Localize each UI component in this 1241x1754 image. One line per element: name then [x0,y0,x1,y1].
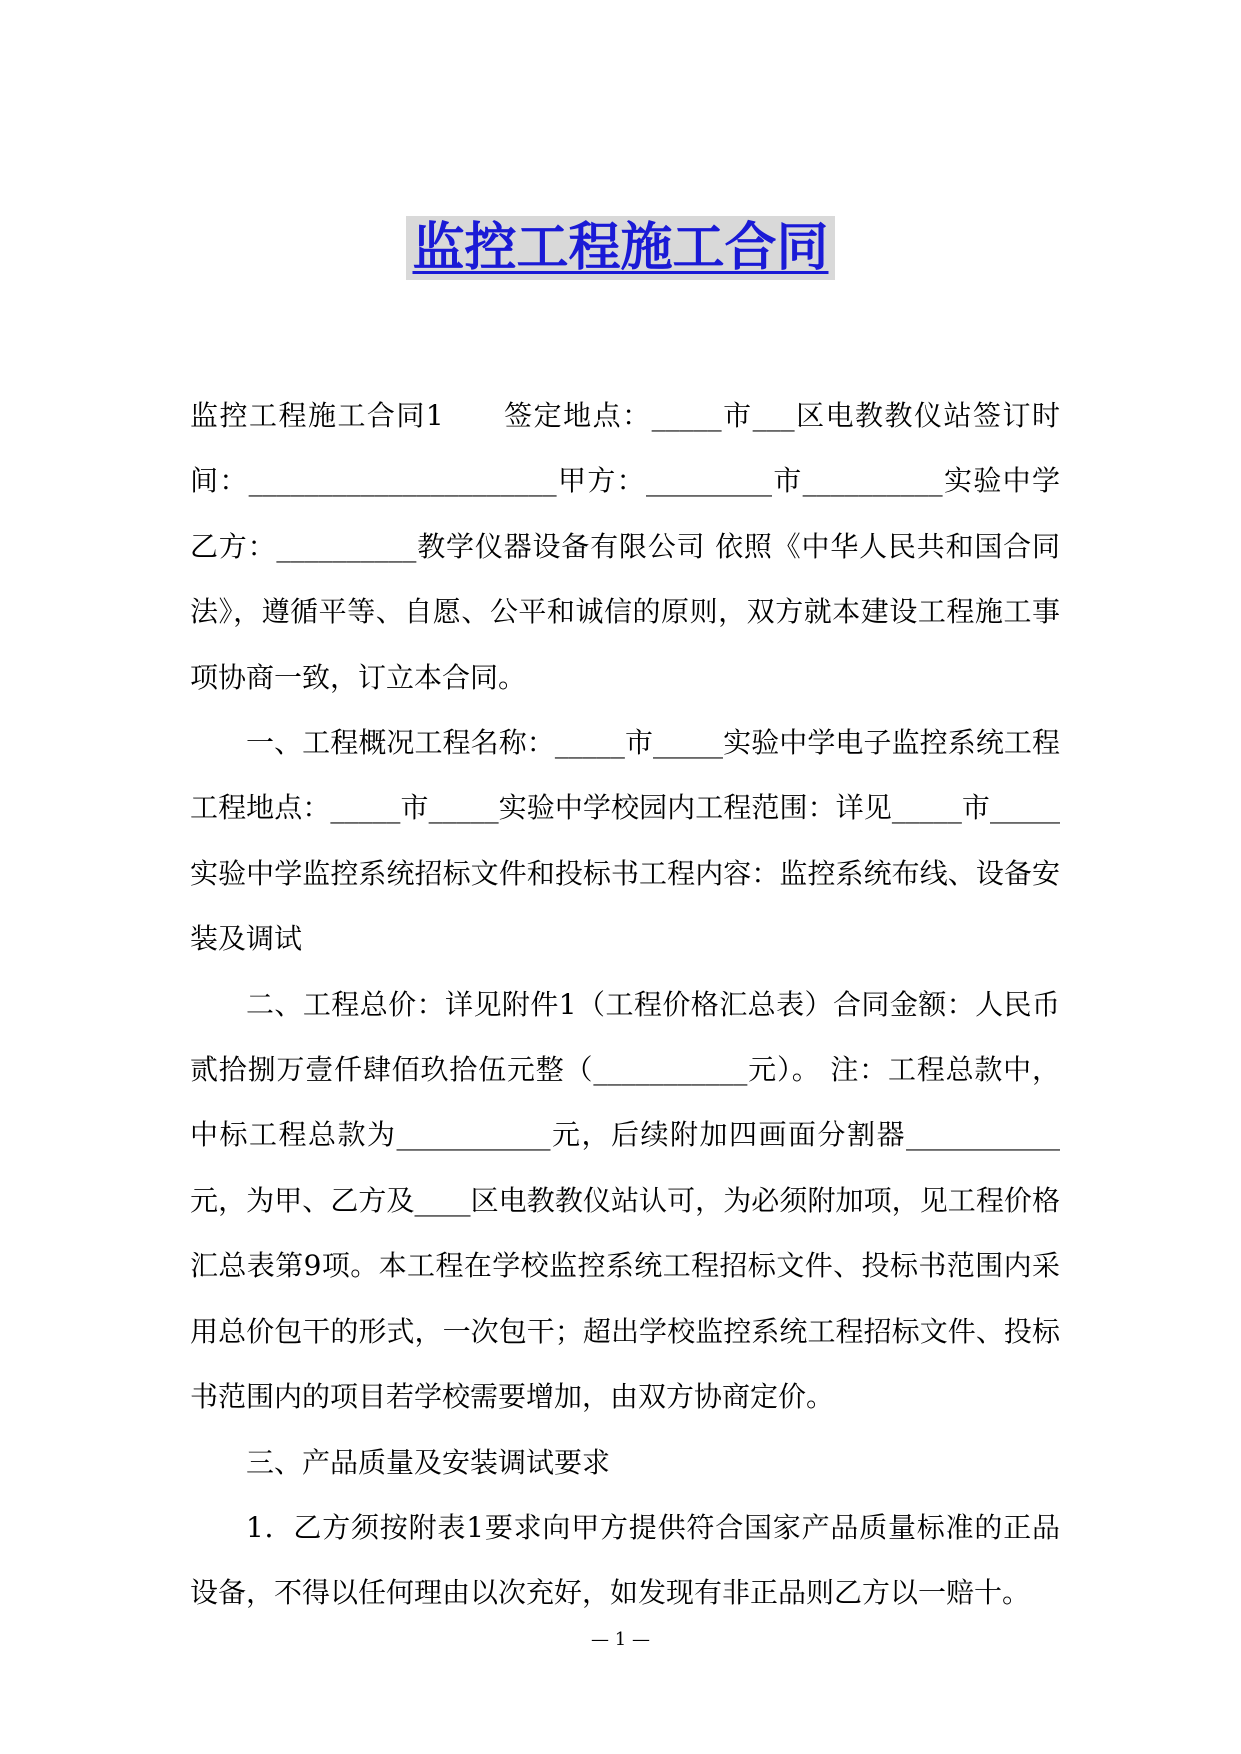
paragraph-intro: 监控工程施工合同1 签定地点：_____市___区电教教仪站签订时间：______________________甲方：_________市__________实验中学乙方：__________教学仪器设备有限公司 依照《中华人民共和国合同法》，遵循平等、自愿、公平和诚信的原则，双方就本建设工程施工事项协商一致，订立本合同。 [190,399,1060,694]
paragraph-section-2: 二、工程总价：详见附件1（工程价格汇总表）合同金额：人民币贰拾捌万壹仟肆佰玖拾伍元整（___________元）。 注：工程总款中，中标工程总款为___________元，后续附加四画面分割器___________元，为甲、乙方及____区电教教仪站认可，为必须附加项，见工程价格汇总表第9项。本工程在学校监控系统工程招标文件、投标书范围内采用总价包干的形式，一次包干；超出学校监控系统工程招标文件、投标书范围内的项目若学校需要增加，由双方协商定价。 [190,987,1060,1414]
paragraph-section-3-heading: 三、产品质量及安装调试要求 [246,1445,611,1479]
title-container [0,216,1241,280]
page-number: — 1 — [591,1629,650,1650]
document-title: 监控工程施工合同 [406,216,834,280]
paragraph-item-1: 1．乙方须按附表1要求向甲方提供符合国家产品质量标准的正品设备，不得以任何理由以次充好，如发现有非正品则乙方以一赔十。 [190,1510,1060,1610]
document-body [190,383,1060,1626]
paragraph-section-1: 一、工程概况工程名称：_____市_____实验中学电子监控系统工程工程地点：_____市_____实验中学校园内工程范围：详见_____市_____实验中学监控系统招标文件和投标书工程内容：监控系统布线、设备安装及调试 [190,726,1060,956]
